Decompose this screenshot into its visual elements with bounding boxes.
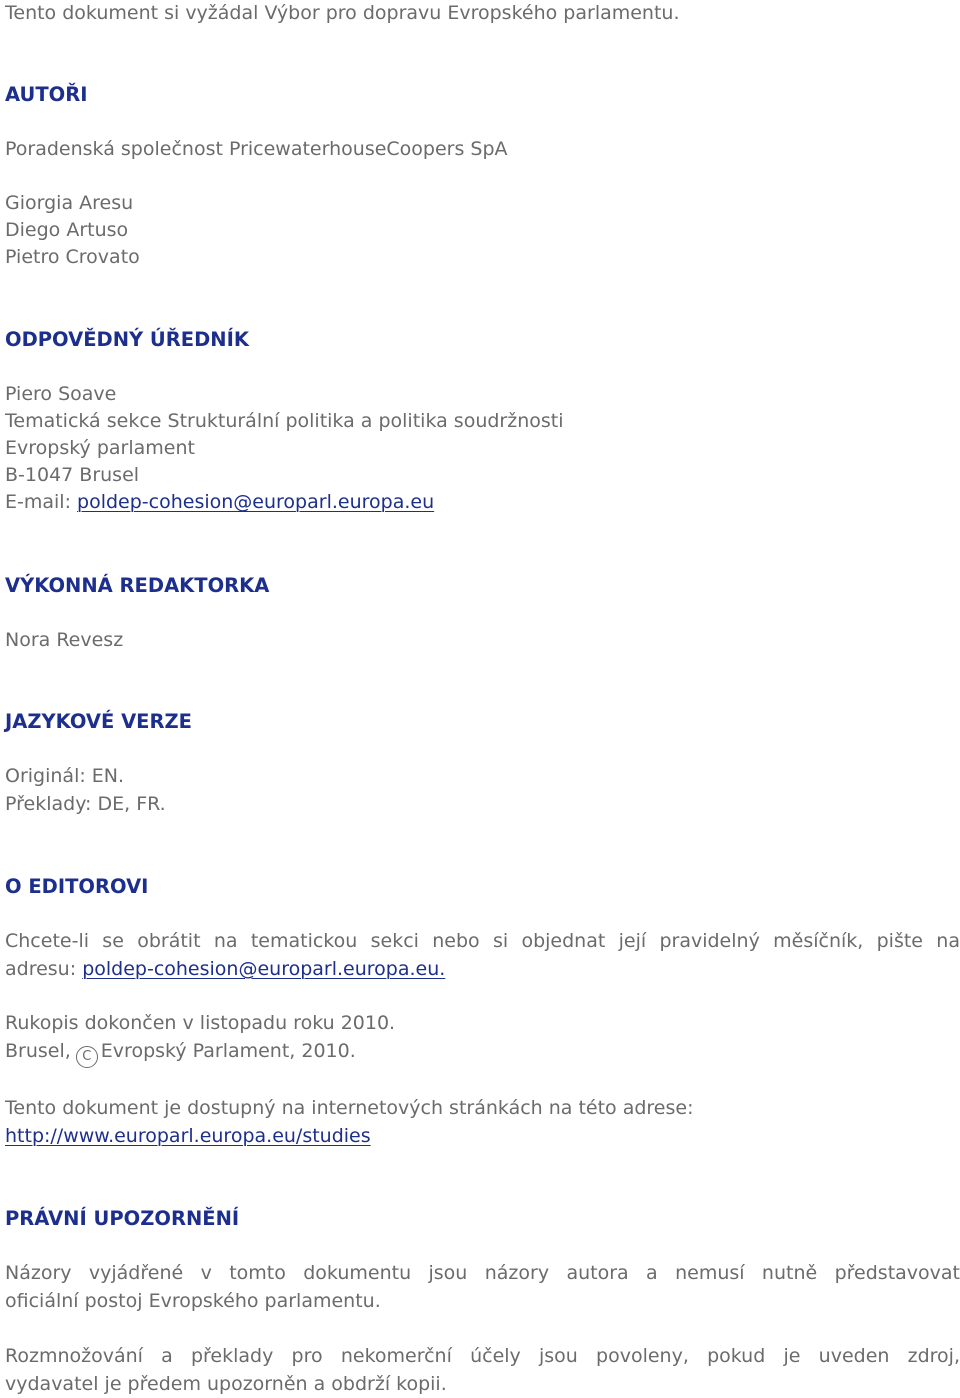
copyright-rest: Evropský Parlament, 2010. xyxy=(100,1040,356,1062)
legal-p2-line2: vydavatel je předem upozorněn a obdrží kopii. xyxy=(5,1372,447,1395)
responsible-email-link[interactable]: poldep-cohesion@europarl.europa.eu xyxy=(77,491,435,513)
authors-company: Poradenská společnost PricewaterhouseCoopers SpA xyxy=(5,138,508,160)
top-note: Tento dokument si vyžádal Výbor pro dopravu Evropského parlamentu. xyxy=(5,2,680,24)
author-name: Giorgia Aresu xyxy=(5,192,134,214)
responsible-email-line xyxy=(5,489,434,516)
about-email-link[interactable]: poldep-cohesion@europarl.europa.eu. xyxy=(82,957,446,980)
responsible-department: Tematická sekce Strukturální politika a politika soudržnosti xyxy=(5,410,564,432)
languages-translations: Překlady: DE, FR. xyxy=(5,793,166,815)
about-paragraph-prefix: adresu: xyxy=(5,957,77,980)
legal-p2-line1: Rozmnožování a překlady pro nekomerční účely jsou povoleny, pokud je uveden zdroj, xyxy=(5,1345,960,1367)
author-name: Pietro Crovato xyxy=(5,246,140,268)
legal-paragraph-2 xyxy=(5,1343,960,1398)
copyright-prefix: Brusel, xyxy=(5,1040,71,1062)
legal-heading: PRÁVNÍ UPOZORNĚNÍ xyxy=(5,1207,240,1230)
languages-heading: JAZYKOVÉ VERZE xyxy=(5,710,192,733)
about-heading: O EDITOROVI xyxy=(5,875,149,898)
responsible-heading: ODPOVĚDNÝ ÚŘEDNÍK xyxy=(5,328,249,351)
author-name: Diego Artuso xyxy=(5,219,129,241)
about-paragraph-line1: Chcete-li se obrátit na tematickou sekci nebo si objednat její pravidelný měsíčník, pište na xyxy=(5,930,960,952)
about-paragraph-line2 xyxy=(5,956,960,984)
studies-url-line xyxy=(5,1123,371,1150)
responsible-institution: Evropský parlament xyxy=(5,437,195,459)
editor-name: Nora Revesz xyxy=(5,629,124,651)
manuscript-date: Rukopis dokončen v listopadu roku 2010. xyxy=(5,1012,396,1034)
email-label: E-mail: xyxy=(5,491,71,513)
about-paragraph xyxy=(5,928,960,983)
copyright-line xyxy=(5,1038,356,1065)
languages-original: Originál: EN. xyxy=(5,765,125,787)
responsible-name: Piero Soave xyxy=(5,383,117,405)
legal-paragraph-1 xyxy=(5,1260,960,1315)
studies-url-link[interactable]: http://www.europarl.europa.eu/studies xyxy=(5,1125,371,1147)
legal-p1-line2: oficiální postoj Evropského parlamentu. xyxy=(5,1289,381,1312)
availability-text: Tento dokument je dostupný na internetových stránkách na této adrese: xyxy=(5,1097,694,1119)
legal-p1-line1: Názory vyjádřené v tomto dokumentu jsou názory autora a nemusí nutně představovat xyxy=(5,1262,960,1284)
responsible-city: B-1047 Brusel xyxy=(5,464,140,486)
authors-heading: AUTOŘI xyxy=(5,83,88,106)
copyright-icon: C xyxy=(76,1046,98,1068)
editor-heading: VÝKONNÁ REDAKTORKA xyxy=(5,574,270,597)
